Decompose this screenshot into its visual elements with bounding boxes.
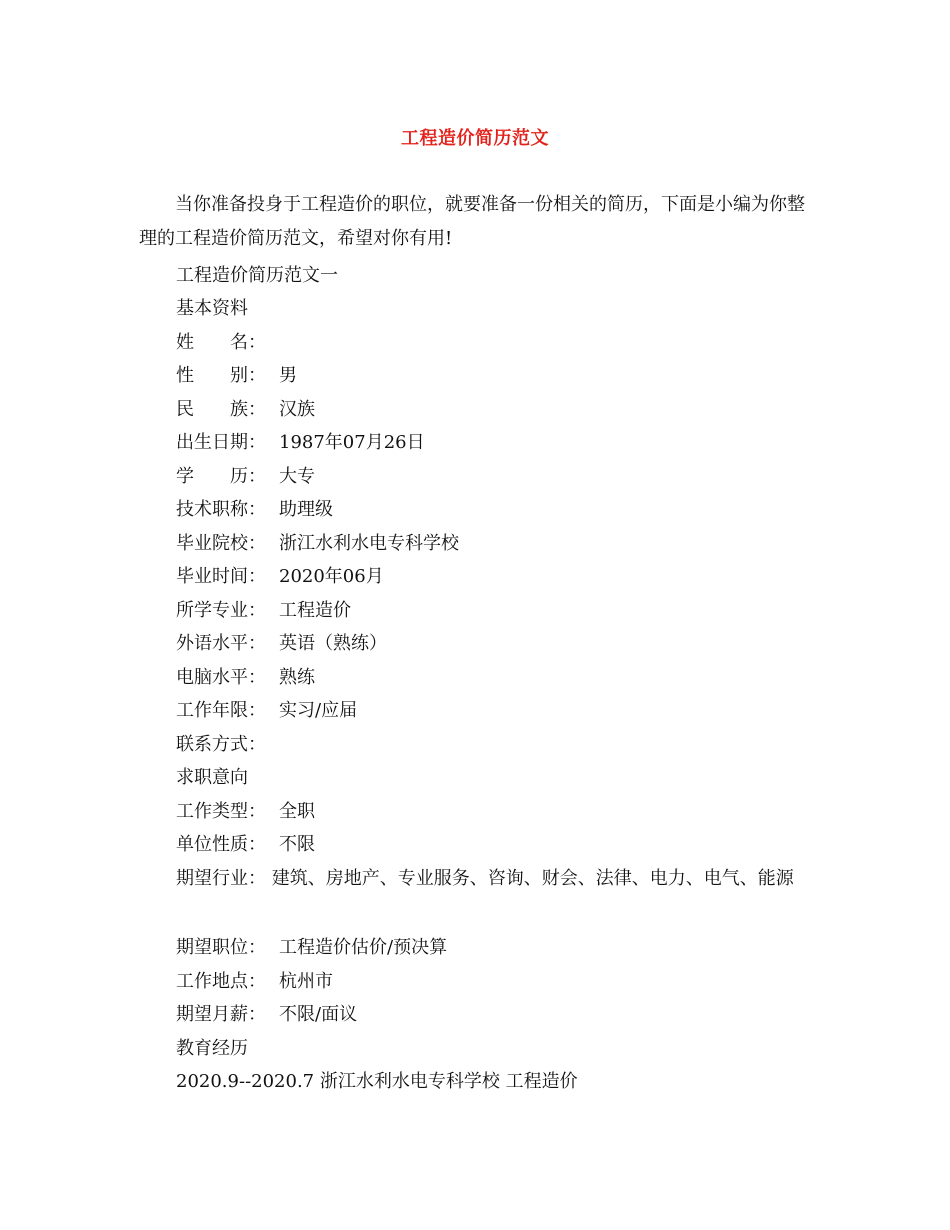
field-label: 电脑水平：: [176, 667, 266, 688]
field-label: 性 别：: [176, 365, 266, 386]
field-language: [176, 632, 387, 656]
field-value: 浙江水利水电专科学校: [279, 533, 459, 554]
field-computer: [176, 666, 315, 690]
field-label: 学 历：: [176, 466, 266, 487]
field-salary: [176, 1003, 357, 1027]
field-value: 不限: [279, 834, 315, 855]
field-label: 联系方式：: [176, 734, 266, 755]
field-major: [176, 599, 351, 623]
field-label: 工作地点：: [176, 971, 266, 992]
field-label: 所学专业：: [176, 600, 266, 621]
field-label: 技术职称：: [176, 499, 266, 520]
field-value: 杭州市: [279, 971, 333, 992]
field-gender: [176, 364, 297, 388]
field-label: 单位性质：: [176, 834, 266, 855]
field-label: 出生日期：: [176, 432, 266, 453]
basic-info-heading: 基本资料: [176, 298, 248, 319]
field-contact: [176, 733, 279, 757]
job-intent-heading: 求职意向: [176, 767, 248, 788]
field-value: 汉族: [279, 399, 315, 420]
field-school: [176, 532, 459, 556]
field-location: [176, 970, 333, 994]
field-value: 熟练: [279, 667, 315, 688]
field-label: 期望职位：: [176, 937, 266, 958]
field-job-type: [176, 800, 315, 824]
field-value: 男: [279, 365, 297, 386]
field-work-years: [176, 699, 357, 723]
field-label: 毕业时间：: [176, 566, 266, 587]
field-position: [176, 936, 447, 960]
field-value: 建筑、房地产、专业服务、咨询、财会、法律、电力、电气、能源: [266, 868, 794, 889]
field-label: 民 族：: [176, 399, 266, 420]
field-industry: [139, 862, 814, 896]
field-label: 期望月薪：: [176, 1004, 266, 1025]
field-company-nature: [176, 833, 315, 857]
section-heading: 工程造价简历范文一: [176, 265, 338, 286]
field-value: 英语（熟练）: [279, 633, 387, 654]
field-label: 工作类型：: [176, 801, 266, 822]
field-name: [176, 331, 279, 355]
field-title: [176, 498, 333, 522]
field-label: 毕业院校：: [176, 533, 266, 554]
field-graduation-date: [176, 565, 384, 589]
education-heading: 教育经历: [176, 1038, 248, 1059]
field-value: 助理级: [279, 499, 333, 520]
field-value: 不限/面议: [279, 1004, 358, 1025]
field-label: 工作年限：: [176, 700, 266, 721]
document-title: 工程造价简历范文: [401, 128, 549, 149]
field-value: 工程造价估价/预决算: [279, 937, 448, 958]
field-value: 实习/应届: [279, 700, 358, 721]
field-education-level: [176, 465, 315, 489]
field-value: 工程造价: [279, 600, 351, 621]
field-birth-date: [176, 431, 425, 455]
field-label: 外语水平：: [176, 633, 266, 654]
field-label: 姓 名：: [176, 332, 266, 353]
intro-paragraph: 当你准备投身于工程造价的职位，就要准备一份相关的简历，下面是小编为你整理的工程造价简历范文，希望对你有用!: [139, 194, 805, 249]
field-ethnicity: [176, 398, 315, 422]
field-value: 1987年07月26日: [279, 432, 425, 453]
education-entry: 2020.9--2020.7 浙江水利水电专科学校 工程造价: [176, 1071, 578, 1092]
field-label: 期望行业：: [176, 868, 266, 889]
field-value: 2020年06月: [279, 566, 384, 587]
field-value: 全职: [279, 801, 315, 822]
field-value: 大专: [279, 466, 315, 487]
